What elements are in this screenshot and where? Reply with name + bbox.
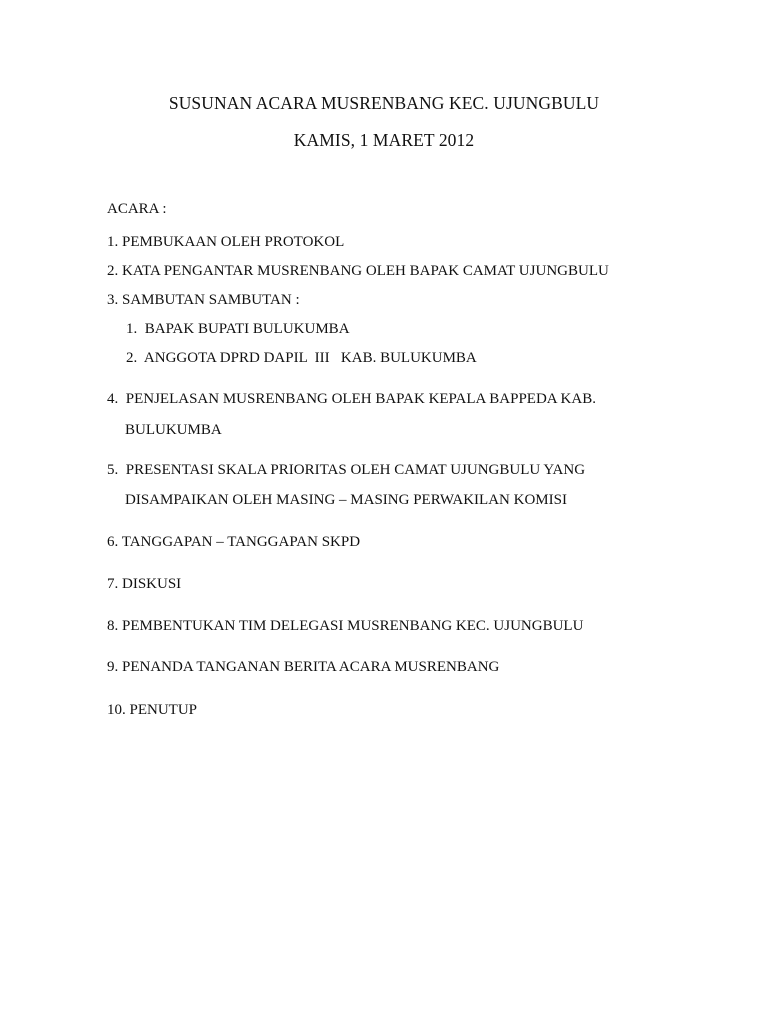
- document-date: KAMIS, 1 MARET 2012: [293, 130, 475, 150]
- agenda-subitem-3-1: 1. BAPAK BUPATI BULUKUMBA: [126, 321, 350, 337]
- section-label: ACARA :: [107, 201, 167, 217]
- agenda-item-6: 6. TANGGAPAN – TANGGAPAN SKPD: [107, 534, 361, 550]
- document-title: SUSUNAN ACARA MUSRENBANG KEC. UJUNGBULU: [168, 93, 600, 113]
- agenda-item-5: 5. PRESENTASI SKALA PRIORITAS OLEH CAMAT UJUNGBULU YANG: [107, 462, 586, 478]
- agenda-item-2: 2. KATA PENGANTAR MUSRENBANG OLEH BAPAK CAMAT UJUNGBULU: [107, 263, 609, 279]
- agenda-item-4: 4. PENJELASAN MUSRENBANG OLEH BAPAK KEPALA BAPPEDA KAB.: [107, 391, 596, 407]
- agenda-item-3: 3. SAMBUTAN SAMBUTAN :: [107, 292, 300, 308]
- agenda-item-4-continuation: BULUKUMBA: [125, 422, 222, 438]
- agenda-item-8: 8. PEMBENTUKAN TIM DELEGASI MUSRENBANG KEC. UJUNGBULU: [107, 618, 584, 634]
- agenda-item-9: 9. PENANDA TANGANAN BERITA ACARA MUSRENBANG: [107, 659, 500, 675]
- agenda-item-7: 7. DISKUSI: [107, 576, 182, 592]
- agenda-item-1: 1. PEMBUKAAN OLEH PROTOKOL: [107, 234, 345, 250]
- agenda-subitem-3-2: 2. ANGGOTA DPRD DAPIL III KAB. BULUKUMBA: [126, 350, 477, 366]
- agenda-item-5-continuation: DISAMPAIKAN OLEH MASING – MASING PERWAKILAN KOMISI: [125, 492, 567, 508]
- agenda-item-10: 10. PENUTUP: [107, 702, 198, 718]
